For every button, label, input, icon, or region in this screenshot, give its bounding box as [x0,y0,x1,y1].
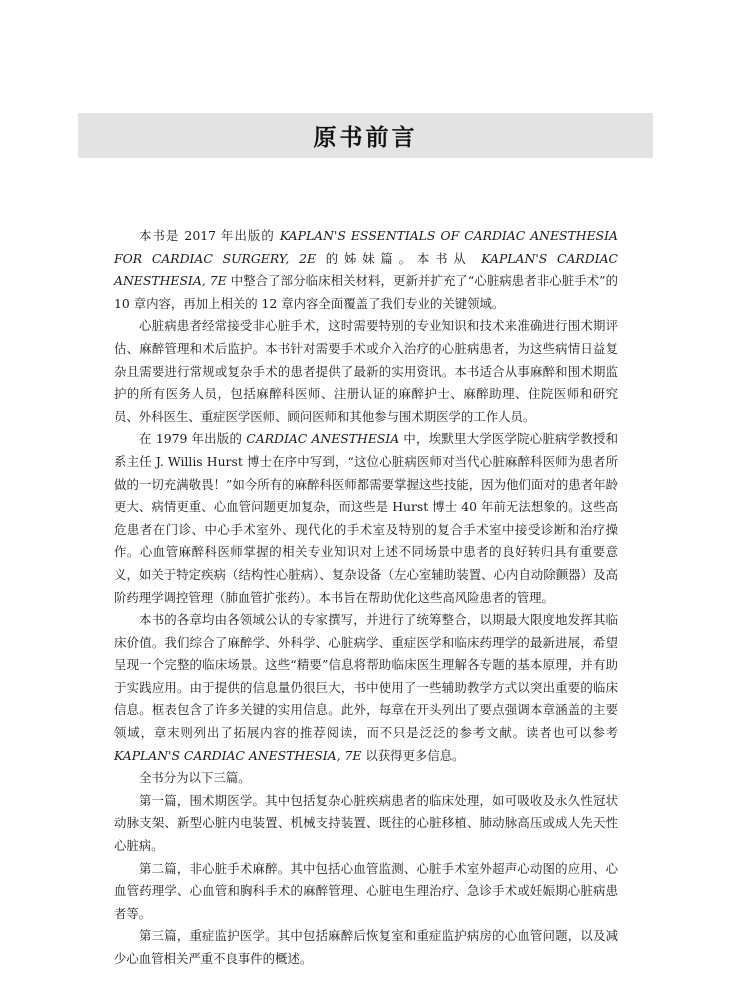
paragraph-2: 心脏病患者经常接受非心脏手术，这时需要特别的专业知识和技术来准确进行围术期评估、麻醉管理和术后监护。本书针对需要手术或介入治疗的心脏病患者，为这些病情日益复杂且需要进行常规或复杂手术的患者提供了最新的实用资讯。本书适合从事麻醉和围术期监护的所有医务人员，包括麻醉科医师、注册认证的麻醉护士、麻醉助理、住院医师和研究员、外科医生、重症医学医师、顾问医师和其他参与围术期医学的工作人员。 [114,318,618,424]
paragraph-7: 第二篇，非心脏手术麻醉。其中包括心血管监测、心脏手术室外超声心动图的应用、心血管药理学、心血管和胸科手术的麻醉管理、心脏电生理治疗、急诊手术或妊娠期心脏病患者等。 [114,860,618,921]
book-title-kaplan-ref: KAPLAN'S CARDIAC ANESTHESIA, 7E [114,747,362,763]
paragraph-3-text-b: 中，埃默里大学医学院心脏病学教授和系主任 J. Willis Hurst 博士在序中写到，“这位心脏病医师对当代心脏麻醉科医师为患者所做的一切充满敬畏！”如今所有的麻醉科医师都需要掌握这些技能，因为他们面对的患者年龄更大、病情更重、心血管问题更加复杂，而这些是 Hurst 博士 40 年前无法想象的。这些高危患者在门诊、中心手术室外、现代化的手术室及特别的复合手术室中接受诊断和治疗操作。心血管麻醉科医师掌握的相关专业知识对上述不同场景中患者的良好转归具有重要意义，如关于特定疾病（结构性心脏病）、复杂设备（左心室辅助装置、心内自动除颤器）及高阶药理学调控管理（肺血管扩张药）。本书旨在帮助优化这些高风险患者的管理。 [114,431,618,605]
page-title: 原书前言 [313,124,418,151]
book-title-essentials: KAPLAN'S ESSENTIALS OF CARDIAC ANESTHESIA FOR CARDIAC SURGERY, 2E [114,228,618,266]
paragraph-3 [114,428,618,609]
book-title-kaplan: KAPLAN'S CARDIAC ANESTHESIA, 7E [114,250,618,289]
paragraph-1-text-c: 中整合了部分临床相关材料，更新并扩充了“心脏病患者非心脏手术”的 10 章内容，再加上相关的 12 章内容全面覆盖了我们专业的关键领域。 [114,273,618,311]
preface-body [114,225,618,971]
book-title-cardiac-anesthesia: CARDIAC ANESTHESIA [246,431,400,447]
paragraph-3-text-a: 在 1979 年出版的 [139,431,247,447]
title-banner [78,113,653,158]
paragraph-1-text-b: 的姊妹篇。本书从 [316,250,482,266]
paragraph-1-text-a: 本书是 2017 年出版的 [139,228,280,243]
paragraph-5: 全书分为以下三篇。 [139,770,251,786]
paragraph-1 [114,225,618,315]
paragraph-8: 第三篇，重症监护医学。其中包括麻醉后恢复室和重症监护病房的心血管问题，以及减少心血管相关严重不良事件的概述。 [114,928,618,966]
paragraph-4-text-a: 本书的各章均由各领域公认的专家撰写，并进行了统筹整合，以期最大限度地发挥其临床价值。我们综合了麻醉学、外科学、心脏病学、重症医学和临床药理学的最新进展，希望呈现一个完整的临床场景。这些“精要”信息将帮助临床医生理解各专题的基本原理，并有助于实践应用。由于提供的信息量仍很巨大，书中使用了一些辅助教学方式以突出重要的临床信息。框表包含了许多关键的实用信息。此外，每章在开头列出了要点强调本章涵盖的主要领域，章末则列出了拓展内容的推荐阅读，而不只是泛泛的参考文献。读者也可以参考 [114,612,618,741]
paragraph-6: 第一篇，围术期医学。其中包括复杂心脏疾病患者的临床处理，如可吸收及永久性冠状动脉支架、新型心脏内电装置、机械支持装置、既往的心脏移植、肺动脉高压或成人先天性心脏病。 [114,792,618,854]
paragraph-4-text-b: 以获得更多信息。 [361,747,465,763]
paragraph-4 [114,609,618,767]
